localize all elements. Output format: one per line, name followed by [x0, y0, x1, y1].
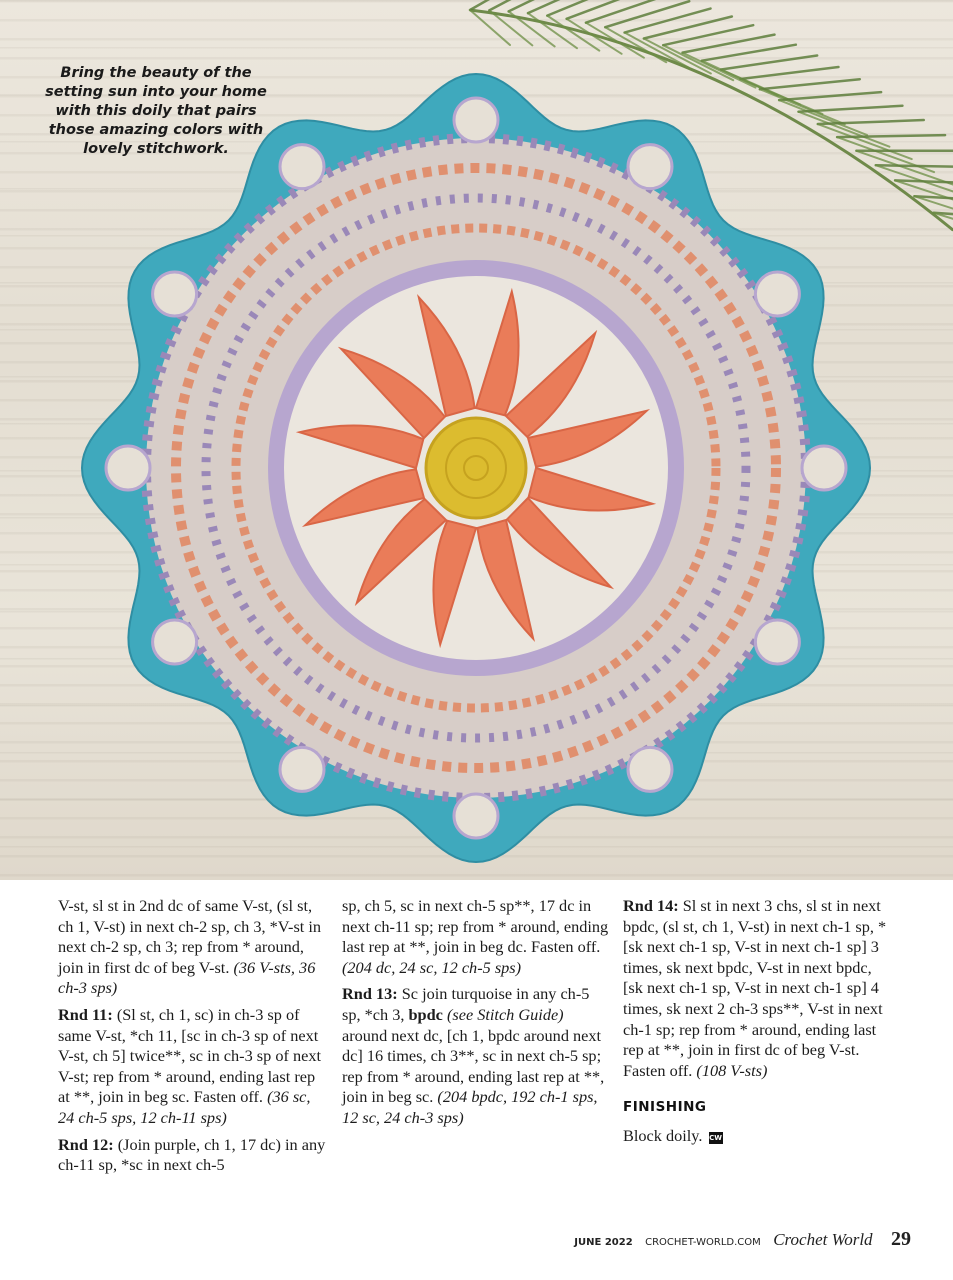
palm-leaf — [625, 9, 711, 33]
palm-leaf — [489, 0, 561, 10]
doily-scallop-loop — [628, 145, 672, 189]
rnd13-count: (204 bpdc, 192 ch-1 sps, 12 sc, 24 ch-3 sps) — [342, 1087, 598, 1127]
doily-scallop-loop — [802, 446, 846, 490]
rnd12-paragraph — [58, 1135, 326, 1176]
rnd12-label: Rnd 12: — [58, 1134, 114, 1154]
rnd12-text-cont: sp, ch 5, sc in next ch-5 sp**, 17 dc in next ch-11 sp; rep from * around, ending last rep at **, join in beg dc. Fasten off. — [342, 896, 609, 957]
doily-scallop-loop — [454, 98, 498, 142]
rnd11-count: (36 sc, 24 ch-5 sps, 12 ch-11 sps) — [58, 1087, 311, 1127]
rnd14-text: Sl st in next 3 chs, sl st in next bpdc, (sl st, ch 1, V-st) in next ch-1 sp, *[sk next ch-1 sp, V-st in next ch-1 sp] 3 times, sk next bpdc, V-st in next bpdc, [sk next ch-1 sp, V-st in next ch-1 sp] 4 times, sk next 2 ch-3 sps**, V-st in next ch-1 sp; rep from * around, ending last rep at **, join in first dc of beg V-st. Fasten off. — [623, 896, 887, 1080]
rnd14-label: Rnd 14: — [623, 896, 679, 915]
rnd13-text-a: Sc join turquoise in any ch-5 sp, *ch 3, — [342, 984, 590, 1024]
finishing-heading: FINISHING — [623, 1099, 707, 1116]
doily-scallop-loop — [106, 446, 150, 490]
rnd13-label: Rnd 13: — [342, 984, 398, 1004]
text-column-3 — [623, 896, 891, 1153]
rnd14-count: (108 V-sts) — [696, 1060, 768, 1080]
stitch-guide-note: (see Stitch Guide) — [446, 1004, 564, 1024]
doily-scallop-loop — [755, 620, 799, 664]
bpdc-term: bpdc — [408, 1004, 443, 1024]
finishing-paragraph — [623, 1126, 891, 1147]
palm-leaf — [605, 1, 689, 27]
rnd12-text: (Join purple, ch 1, 17 dc) in any ch-11 sp, *sc in next ch-5 — [58, 1134, 326, 1175]
doily-scallop-loop — [280, 747, 324, 791]
palm-leaf — [837, 135, 945, 137]
doily-scallop-loop — [280, 145, 324, 189]
rnd11-paragraph — [58, 1005, 326, 1129]
palm-leaf — [740, 67, 838, 79]
doily-scallop-loop — [153, 620, 197, 664]
magazine-name: Crochet World — [773, 1230, 873, 1249]
palm-leaf — [528, 0, 604, 13]
rnd10-continuation — [58, 896, 326, 999]
doily-scallop-loop — [454, 794, 498, 838]
rnd11-label: Rnd 11: — [58, 1004, 113, 1024]
rnd13-paragraph — [342, 984, 610, 1128]
rnd12-continuation — [342, 896, 610, 978]
page-number: 29 — [891, 1228, 911, 1250]
rnd11-text: (Sl st, ch 1, sc) in ch-3 sp of same V-st, *ch 11, [sc in ch-3 sp of next V-st, ch 5] twice**, sc in ch-3 sp of next V-st; rep from * around, ending last rep at **, join in beg sc. Fasten off. — [58, 1004, 322, 1107]
photo-caption: Bring the beauty of the setting sun into your home with this doily that pairs those amazing colors with lovely stitchwork. — [45, 65, 267, 157]
doily-scallop-loop — [628, 747, 672, 791]
palm-leaf — [644, 17, 732, 39]
palm-leaf — [625, 33, 689, 68]
doily-scallop-loop — [755, 272, 799, 316]
palm-leaf — [586, 23, 644, 58]
palm-leaf — [798, 106, 902, 112]
palm-leaf — [876, 165, 953, 167]
rnd10-text: V-st, sl st in 2nd dc of same V-st, (sl st, ch 1, V-st) in next ch-2 sp, ch 3, *V-st in next ch-2 sp, ch 3; rep from * around, join in first dc of beg V-st. — [58, 896, 322, 977]
rnd14-paragraph — [623, 896, 891, 1081]
text-column-1 — [58, 896, 326, 1182]
palm-leaf — [779, 92, 881, 100]
finishing-text: Block doily. — [623, 1125, 703, 1145]
rnd12-count: (204 dc, 24 sc, 12 ch-5 sps) — [342, 957, 522, 977]
rnd13-text-b: around next dc, [ch 1, bpdc around next dc] 16 times, ch 3**, sc in next ch-5 sp; rep from * around, ending last rep at **, join in beg sc. — [342, 1025, 605, 1107]
palm-leaf — [760, 79, 860, 89]
issue-date: JUNE 2022 — [574, 1237, 633, 1248]
text-column-2 — [342, 896, 610, 1135]
page-footer — [574, 1228, 911, 1251]
rnd10-count: (36 V-sts, 36 ch-3 sps) — [58, 957, 316, 998]
doily-yellow-center — [426, 418, 526, 518]
cw-end-logo-icon: CW — [709, 1133, 722, 1142]
website-url: CROCHET-WORLD.COM — [645, 1237, 761, 1248]
doily-scallop-loop — [153, 272, 197, 316]
palm-leaf — [721, 55, 817, 69]
